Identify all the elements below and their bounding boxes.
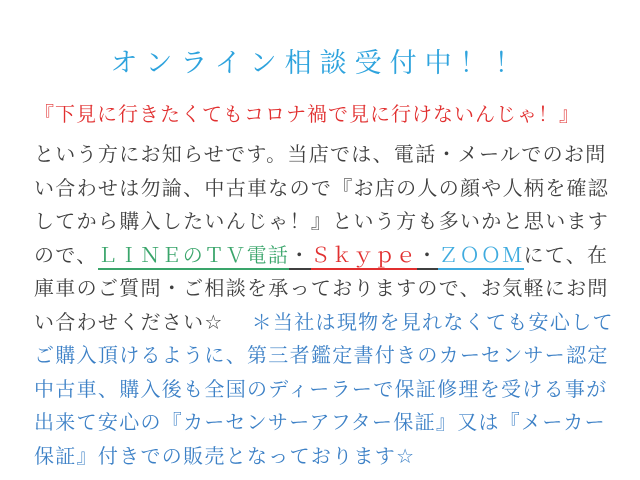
skype-text: Ｓｋｙｐｅ	[311, 243, 418, 270]
body-text	[34, 138, 614, 473]
line6-closing-text: い合わせください☆	[34, 309, 224, 334]
body-line-8: 中古車、購入後も全国のディーラーで保証修理を受ける事が	[34, 376, 608, 401]
separator-dot: ・	[289, 243, 310, 270]
zoom-text: ＺＯＯＭ	[438, 243, 523, 270]
body-line-2: い合わせは勿論、中古車なので『お店の人の顔や人柄を確認	[34, 175, 610, 200]
body-line-9: 出来て安心の『カーセンサーアフター保証』又は『メーカー	[34, 410, 606, 434]
page-title: オンライン相談受付中！！	[110, 48, 530, 79]
line4-suffix: にて、在	[523, 242, 609, 267]
line6-note-start: ＊当社は現物を見れなくても安心して	[251, 309, 614, 334]
body-line-6	[34, 306, 614, 340]
body-line-1: という方にお知らせです。当店では、電話・メールでのお問	[34, 142, 607, 166]
body-line-5: 庫車のご質問・ご相談を承っておりますので、お気軽にお問	[34, 276, 609, 300]
separator-dot: ・	[417, 243, 438, 270]
body-line-10: 保証』付きでの販売となっております☆	[34, 443, 416, 468]
body-line-3: してから購入したいんじゃ！』という方も多いかと思います	[34, 209, 610, 233]
body-line-4	[34, 239, 610, 273]
body-line-7: ご購入頂けるように、第三者鑑定書付きのカーセンサー認定	[34, 343, 609, 367]
line-tv-call-text: ＬＩＮＥのＴＶ電話	[98, 243, 290, 270]
alert-headline: 『下見に行きたくてもコロナ禍で見に行けないんじゃ！』	[34, 102, 580, 126]
line4-prefix: ので、	[34, 242, 98, 267]
